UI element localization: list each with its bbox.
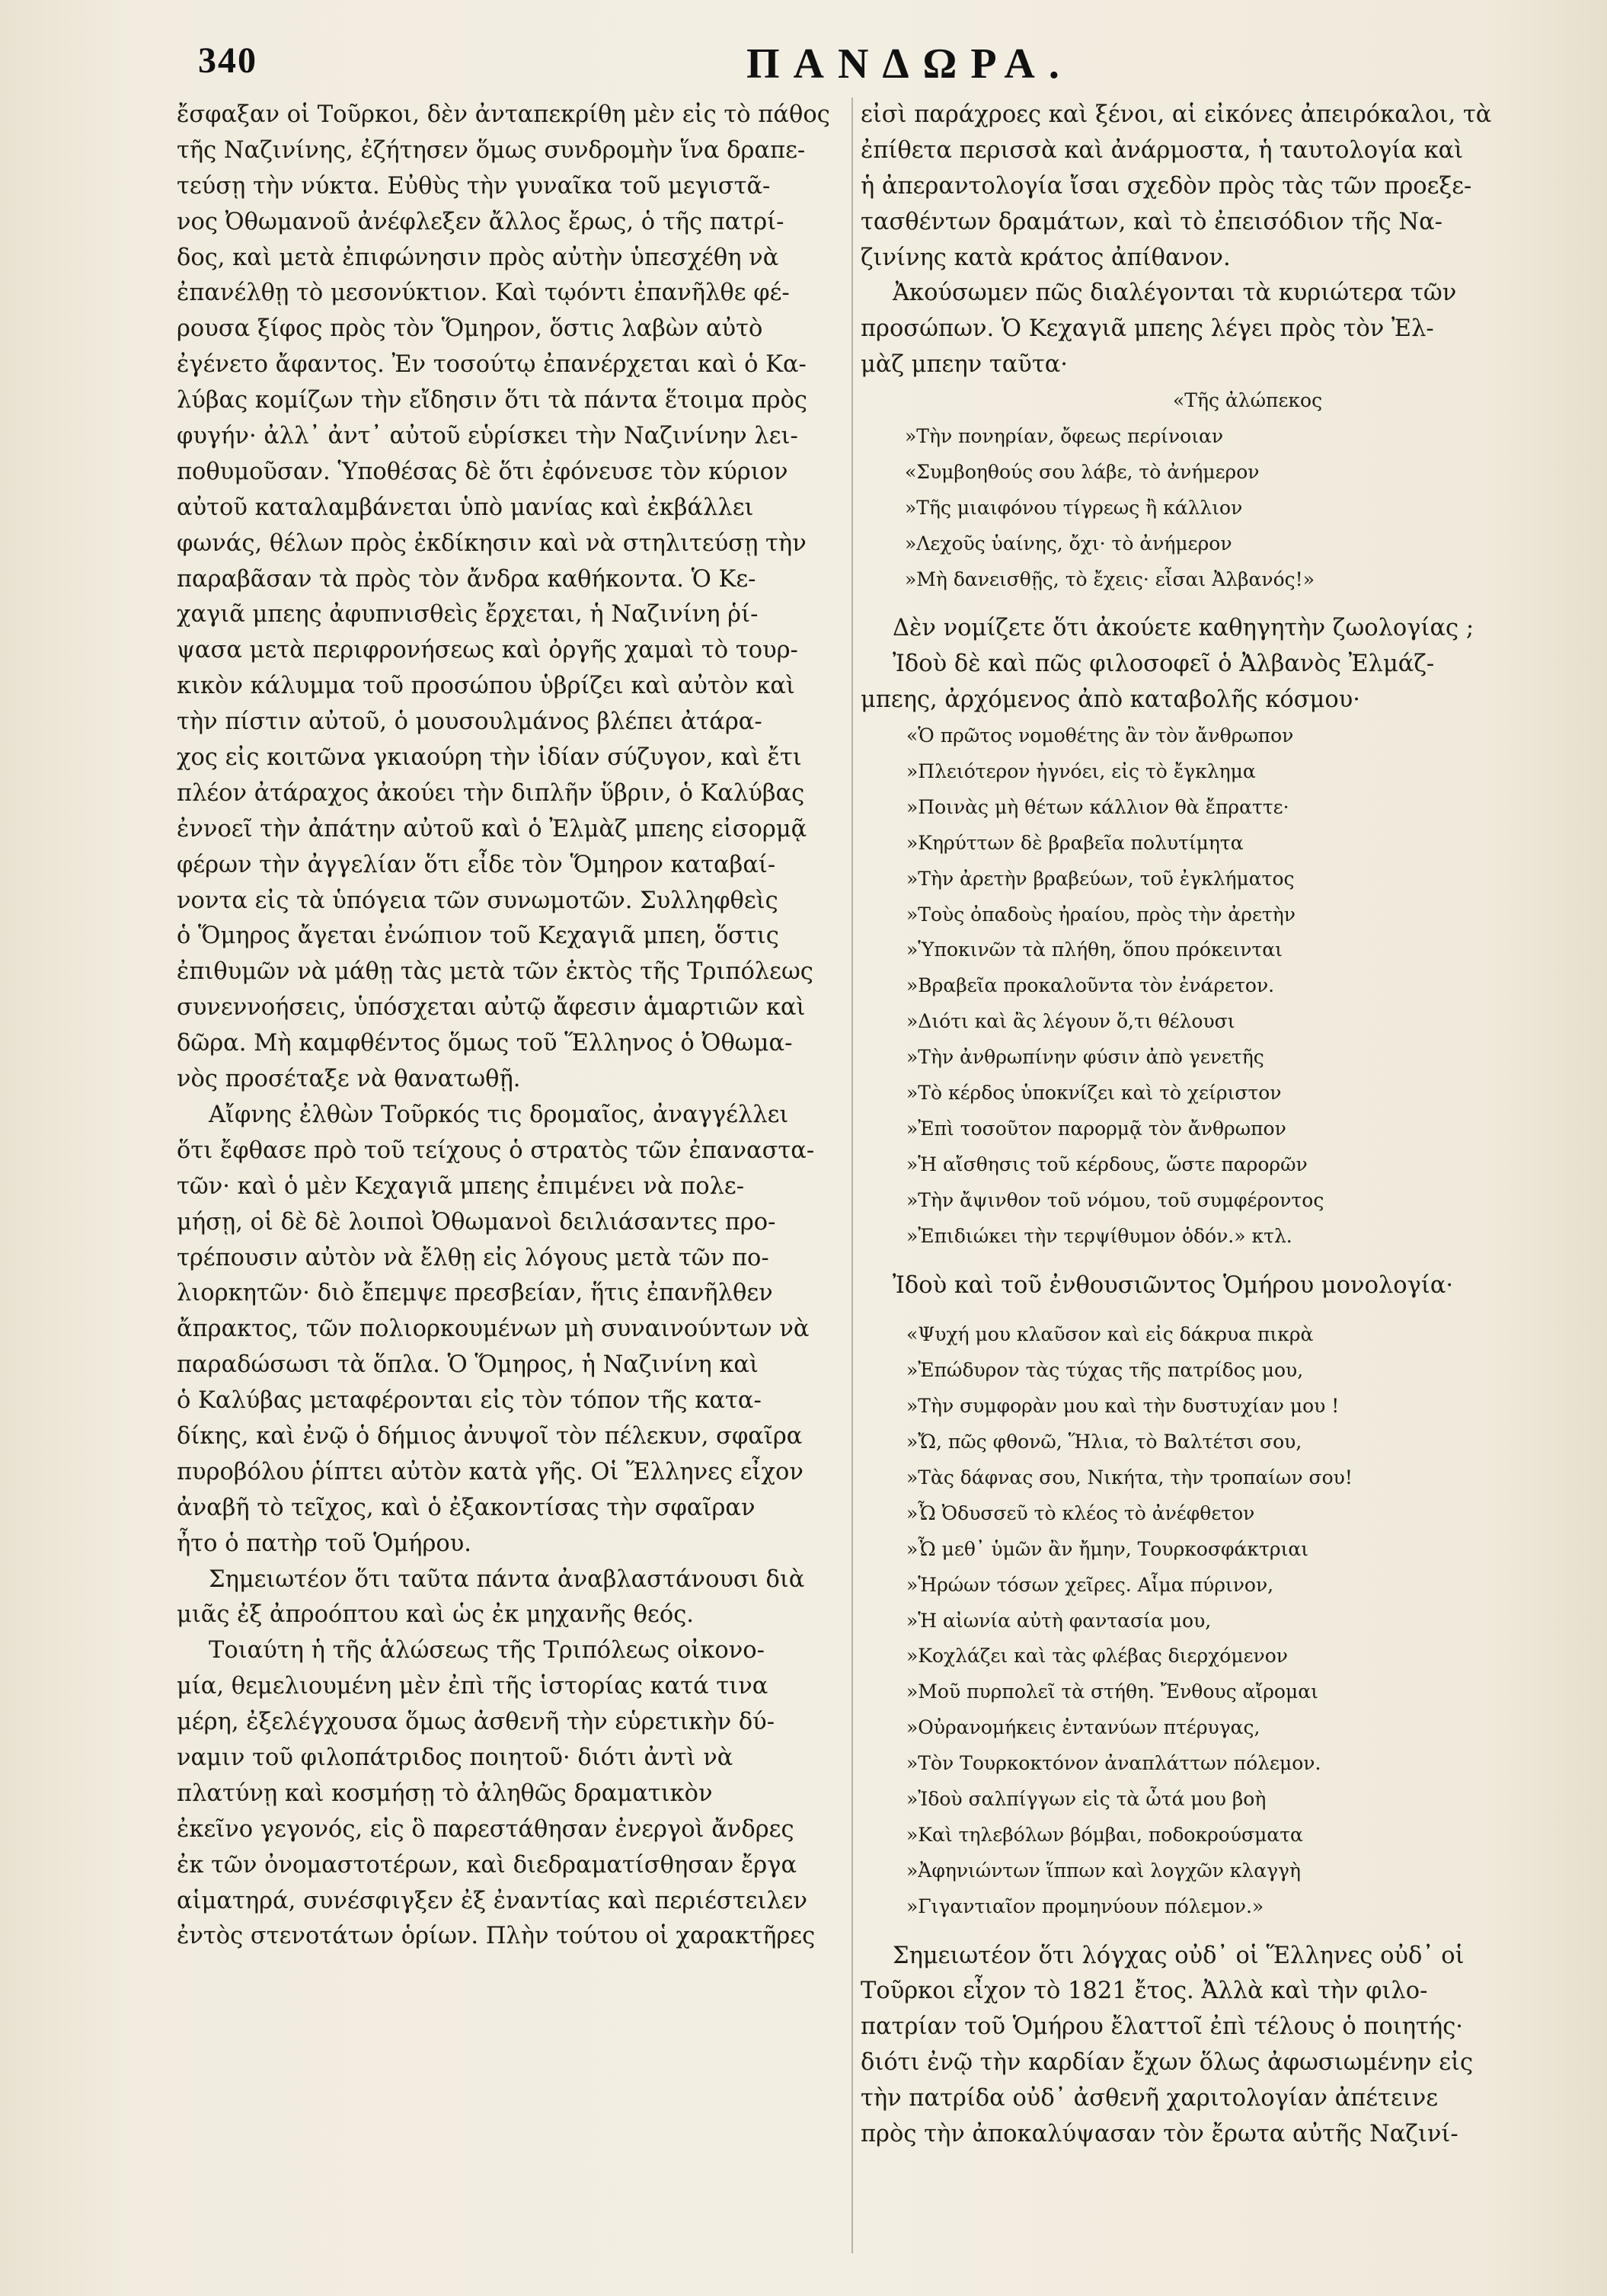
left-text-line: τὴν πίστιν αὐτοῦ, ὁ μουσουλμάνος βλέπει ἀτάρα- [177,708,762,736]
right-text-line: ἡ ἀπεραντολογία ἴσαι σχεδὸν πρὸς τὰς τῶν προεξε- [861,172,1472,200]
right-text-line: πρὸς τὴν ἀποκαλύψασαν τὸν ἔρωτα αὐτῆς Ναζινί- [861,2120,1458,2147]
right-text-line: προσώπων. Ὁ Κεχαγιᾶ μπεης λέγει πρὸς τὸν Ἐλ- [861,315,1434,343]
left-text-line: ὁ Καλύβας μεταφέρονται εἰς τὸν τόπον τῆς κατα- [177,1387,762,1415]
verse-line: »Ἀφηνιώντων ἵππων καὶ λογχῶν κλαγγὴ [906,1859,1301,1882]
right-text-line: Ἀκούσωμεν πῶς διαλέγονται τὰ κυριώτερα τῶν [893,280,1457,307]
right-column [861,98,1508,2153]
left-column [177,98,847,1955]
left-text-line: ναμιν τοῦ φιλοπάτριδος ποιητοῦ· διότι ἀντὶ νὰ [177,1744,733,1771]
right-text-line: πατρίαν τοῦ Ὁμήρου ἔλαττοῖ ἐπὶ τέλους ὁ ποιητής· [861,2013,1463,2041]
left-text-line: πλέον ἀτάραχος ἀκούει τὴν διπλῆν ὕβριν, ὁ Καλύβας [177,779,805,807]
right-text-line: Τοῦρκοι εἶχον τὸ 1821 ἔτος. Ἀλλὰ καὶ τὴν φιλο- [861,1978,1428,2005]
verse-line: »Τὸν Τουρκοκτόνον ἀναπλάττων πόλεμον. [906,1752,1321,1775]
verse-line: »Τὴν πονηρίαν, ὄφεως περίνοιαν [905,425,1224,448]
left-text-line: δίκης, καὶ ἐνῷ ὁ δήμιος ἀνυψοῖ τὸν πέλεκυν, σφαῖρα [177,1422,803,1450]
verse-line: »Ὤ, πῶς φθονῶ, Ἥλια, τὸ Βαλτέτσι σου, [906,1431,1302,1453]
verse-line: »Ἐπὶ τοσοῦτον παρορμᾷ τὸν ἄνθρωπον [906,1117,1286,1140]
left-text-line: νοντα εἰς τὰ ὑπόγεια τῶν συνωμοτῶν. Συλληφθεὶς [177,887,778,914]
verse-line: »Τὴν ἀρετὴν βραβεύων, τοῦ ἐγκλήματος [906,867,1295,890]
verse-line: »Μὴ δανεισθῇς, τὸ ἔχεις· εἶσαι Ἀλβανός!» [905,568,1315,590]
verse-line: »Τῆς μιαιφόνου τίγρεως ἢ κάλλιον [905,496,1243,519]
left-text-line: ἄπρακτος, τῶν πολιορκουμένων μὴ συναινούντων νὰ [177,1316,810,1343]
left-text-line: μία, θεμελιουμένη μὲν ἐπὶ τῆς ἱστορίας κατά τινα [177,1673,768,1700]
left-text-line: λύβας κομίζων τὴν εἴδησιν ὅτι τὰ πάντα ἕτοιμα πρὸς [177,387,808,414]
verse-line: »Τὴν συμφορὰν μου καὶ τὴν δυστυχίαν μου ! [906,1395,1340,1418]
left-text-line: ἐπιθυμῶν νὰ μάθῃ τὰς μετὰ τῶν ἐκτὸς τῆς Τριπόλεως [177,958,813,986]
left-text-line: συνεννοήσεις, ὑπόσχεται αὐτῷ ἄφεσιν ἁμαρτιῶν καὶ [177,994,806,1022]
running-title: ΠΑΝΔΩΡΑ. [746,40,1073,88]
right-text-line: Ἰδοὺ δὲ καὶ πῶς φιλοσοφεῖ ὁ Ἀλβανὸς Ἐλμάζ- [893,651,1435,678]
verse-line: »Καὶ τηλεβόλων βόμβαι, ποδοκρούσματα [906,1823,1303,1846]
verse-line: »Τὰς δάφνας σου, Νικήτα, τὴν τροπαίων σου! [906,1466,1353,1489]
verse-line: »Πλειότερον ἠγνόει, εἰς τὸ ἔγκλημα [906,760,1256,783]
right-text-line: τασθέντων δραμάτων, καὶ τὸ ἐπεισόδιον τῆς Να- [861,208,1442,235]
verse-line: »Ἡ αἴσθησις τοῦ κέρδους, ὥστε παρορῶν [906,1153,1308,1175]
page-number: 340 [198,40,257,81]
left-text-line: νος Ὀθωμανοῦ ἀνέφλεξεν ἄλλος ἔρως, ὁ τῆς πατρί- [177,208,784,235]
left-text-line: δος, καὶ μετὰ ἐπιφώνησιν πρὸς αὐτὴν ὑπεσχέθη νὰ [177,244,779,271]
left-text-line: ἐγένετο ἄφαντος. Ἐν τοσούτῳ ἐπανέρχεται καὶ ὁ Κα- [177,351,807,379]
left-text-line: χαγιᾶ μπεης ἀφυπνισθεὶς ἔρχεται, ἡ Ναζινίνη ῥί- [177,601,759,628]
left-text-line: φωνάς, θέλων πρὸς ἐκδίκησιν καὶ νὰ στηλιτεύσῃ τὴν [177,529,807,557]
spacer [861,1925,1508,1939]
verse-line: »Ἐπώδυρον τὰς τύχας τῆς πατρίδος μου, [906,1359,1304,1382]
left-text-line: ὅτι ἔφθασε πρὸ τοῦ τείχους ὁ στρατὸς τῶν ἐπαναστα- [177,1137,815,1164]
left-text-line: παραδώσωσι τὰ ὅπλα. Ὁ Ὅμηρος, ἡ Ναζινίνη καὶ [177,1351,759,1379]
left-text-line: τῆς Ναζινίνης, ἐζήτησεν ὅμως συνδρομὴν ἵνα δραπε- [177,136,806,164]
right-text-line: ζινίνης κατὰ κράτος ἀπίθανον. [861,244,1231,271]
right-text-line: διότι ἐνῷ τὴν καρδίαν ἔχων ὅλως ἀφωσιωμένην εἰς [861,2049,1474,2077]
column-divider [851,98,853,2253]
verse-line: »Ὦ Ὀδυσσεῦ τὸ κλέος τὸ ἀνέφθετον [906,1501,1255,1524]
left-text-line: τεύσῃ τὴν νύκτα. Εὐθὺς τὴν γυναῖκα τοῦ μεγιστᾶ- [177,172,771,200]
verse-line: «Ψυχή μου κλαῦσον καὶ εἰς δάκρυα πικρὰ [906,1323,1314,1346]
right-text-line: εἰσὶ παράχροες καὶ ξένοι, αἱ εἰκόνες ἀπειρόκαλοι, τὰ [861,101,1492,128]
left-text-line: αἱματηρά, συνέσφιγξεν ἐξ ἐναντίας καὶ περιέστειλεν [177,1887,808,1914]
left-text-line: παραβᾶσαν τὰ πρὸς τὸν ἄνδρα καθήκοντα. Ὁ Κε- [177,565,756,593]
left-text-line: νὸς προσέταξε νὰ θανατωθῇ. [177,1066,521,1093]
verse-line: »Μοῦ πυρπολεῖ τὰ στήθη. Ἔνθους αἴρομαι [906,1680,1318,1703]
left-text-line: ψασα μετὰ περιφρονήσεως καὶ ὀργῆς χαμαὶ τὸ τουρ- [177,637,798,664]
verse-line: »Γιγαντιαῖον προμηνύουν πόλεμον.» [906,1895,1264,1917]
left-text-line: μήσῃ, οἱ δὲ δὲ λοιποὶ Ὀθωμανοὶ δειλιάσαντες προ- [177,1208,776,1236]
left-text-line: χος εἰς κοιτῶνα γκιαούρη τὴν ἰδίαν σύζυγον, καὶ ἔτι [177,744,802,772]
verse-line: »Λεχοῦς ὑαίνης, ὄχι· τὸ ἀνήμερον [905,532,1232,555]
left-text-line: ἐννοεῖ τὴν ἀπάτην αὐτοῦ καὶ ὁ Ἐλμὰζ μπεης εἰσορμᾷ [177,815,807,843]
right-text-line: Σημειωτέον ὅτι λόγχας οὐδ᾽ οἱ Ἕλληνες οὐδ᾽ οἱ [893,1942,1465,1969]
right-text-line: ἐπίθετα περισσὰ καὶ ἀνάρμοστα, ἡ ταυτολογία καὶ [861,136,1464,164]
verse-line: «Ὁ πρῶτος νομοθέτης ἂν τὸν ἄνθρωπον [906,724,1294,747]
left-text-line: λιορκητῶν· διὸ ἔπεμψε πρεσβείαν, ἥτις ἐπανῆλθεν [177,1280,773,1307]
verse-line: »Τὴν ἀνθρωπίνην φύσιν ἀπὸ γενετῆς [906,1046,1264,1069]
left-text-line: ἔσφαξαν οἱ Τοῦρκοι, δὲν ἀνταπεκρίθη μὲν εἰς τὸ πάθος [177,101,830,128]
verse-line: »Τὴν ἄψινθον τοῦ νόμου, τοῦ συμφέροντος [906,1188,1324,1211]
verse-line: «Συμβοηθούς σου λάβε, τὸ ἀνήμερον [905,460,1260,483]
verse-line: »Τὸ κέρδος ὑποκνίζει καὶ τὸ χείριστον [906,1082,1282,1105]
verse-line: »Διότι καὶ ἂς λέγουν ὅ,τι θέλουσι [906,1010,1235,1033]
left-text-line: ἐκεῖνο γεγονός, εἰς ὃ παρεστάθησαν ἐνεργοὶ ἄνδρες [177,1815,794,1843]
left-text-line: ὁ Ὅμηρος ἄγεται ἐνώπιον τοῦ Κεχαγιᾶ μπεη, ὅστις [177,923,779,950]
left-text-line: δῶρα. Μὴ καμφθέντος ὅμως τοῦ Ἕλληνος ὁ Ὀθωμα- [177,1030,793,1057]
verse-line: »Ἡ αἰωνία αὐτὴ φαντασία μου, [906,1609,1212,1632]
left-text-line: ἐκ τῶν ὀνομαστοτέρων, καὶ διεδραματίσθησαν ἔργα [177,1851,797,1879]
left-text-line: ἐπανέλθῃ τὸ μεσονύκτιον. Καὶ τῳόντι ἐπανῆλθε φέ- [177,280,790,307]
verse-speaker-line: «Τῆς ἀλώπεκος [1173,389,1323,412]
verse-line: »Ποινὰς μὴ θέτων κάλλιον θὰ ἔπραττε· [906,795,1289,818]
left-text-line: ἦτο ὁ πατὴρ τοῦ Ὁμήρου. [177,1530,471,1557]
verse-line: »Βραβεῖα προκαλοῦντα τὸν ἐνάρετον. [906,974,1275,997]
verse-line: »Οὐρανομήκεις ἐντανύων πτέρυγας, [906,1716,1260,1739]
left-text-line: μιᾶς ἐξ ἀπροόπτου καὶ ὡς ἐκ μηχανῆς θεός. [177,1601,694,1629]
spacer [861,1255,1508,1268]
left-text-line: φέρων τὴν ἀγγελίαν ὅτι εἶδε τὸν Ὅμηρον καταβαί- [177,851,776,878]
left-text-line: πλατύνῃ καὶ κοσμήσῃ τὸ ἀληθῶς δραματικὸν [177,1780,713,1807]
page-header [0,30,1607,91]
verse-line: »Τοὺς ὀπαδοὺς ἠραίου, πρὸς τὴν ἀρετὴν [906,903,1296,926]
left-text-line: κικὸν κάλυμμα τοῦ προσώπου ὑβρίζει καὶ αὐτὸν καὶ [177,673,795,700]
verse-line: »Ὑποκινῶν τὰ πλήθη, ὅπου πρόκεινται [906,939,1283,961]
verse-line: »Ἰδοὺ σαλπίγγων εἰς τὰ ὦτά μου βοὴ [906,1787,1267,1810]
verse-line: »Ὦ μεθ᾽ ὑμῶν ἂν ἤμην, Τουρκοσφάκτριαι [906,1537,1309,1560]
left-text-line: τρέπουσιν αὐτὸν νὰ ἔλθῃ εἰς λόγους μετὰ τῶν πο- [177,1244,769,1271]
verse-line: »Ἡρώων τόσων χεῖρες. Αἷμα πύρινον, [906,1573,1274,1596]
right-text-line: Δὲν νομίζετε ὅτι ἀκούετε καθηγητὴν ζωολογίας ; [893,615,1474,642]
right-text-line: τὴν πατρίδα οὐδ᾽ ἀσθενῆ χαριτολογίαν ἀπέτεινε [861,2085,1439,2112]
left-text-line: τῶν· καὶ ὁ μὲν Κεχαγιᾶ μπεης ἐπιμένει νὰ πολε- [177,1172,745,1200]
right-text-line: μὰζ μπεην ταῦτα· [861,351,1068,379]
left-text-line: ἀναβῆ τὸ τεῖχος, καὶ ὁ ἐξακοντίσας τὴν σφαῖραν [177,1494,756,1521]
left-text-line: μέρη, ἐξελέγχουσα ὅμως ἀσθενῆ τὴν εὑρετικὴν δύ- [177,1709,775,1736]
left-text-line: Αἴφνης ἐλθὼν Τοῦρκός τις δρομαῖος, ἀναγγέλλει [209,1101,789,1128]
spacer [861,597,1508,611]
left-text-line: ποθυμοῦσαν. Ὑποθέσας δὲ ὅτι ἐφόνευσε τὸν κύριον [177,458,788,485]
verse-line: »Κοχλάζει καὶ τὰς φλέβας διερχόμενον [906,1645,1289,1668]
left-text-line: φυγήν· ἀλλ᾽ ἀντ᾽ αὐτοῦ εὑρίσκει τὴν Ναζινίνην λει- [177,423,798,450]
left-text-line: Σημειωτέον ὅτι ταῦτα πάντα ἀναβλαστάνουσι διὰ [209,1565,805,1593]
verse-line: »Ἐπιδιώκει τὴν τερψίθυμον ὁδόν.» κτλ. [906,1224,1292,1247]
left-text-line: αὐτοῦ καταλαμβάνεται ὑπὸ μανίας καὶ ἐκβάλλει [177,494,754,521]
spacer [861,1303,1508,1317]
verse-line: »Κηρύττων δὲ βραβεῖα πολυτίμητα [906,831,1244,854]
left-text-line: Τοιαύτη ἡ τῆς ἁλώσεως τῆς Τριπόλεως οἰκονο- [209,1637,765,1664]
right-text-line: μπεης, ἀρχόμενος ἀπὸ καταβολῆς κόσμου· [861,686,1360,714]
left-text-line: πυροβόλου ῥίπτει αὐτὸν κατὰ γῆς. Οἱ Ἕλληνες εἶχον [177,1458,804,1485]
left-text-line: ἐντὸς στενοτάτων ὁρίων. Πλὴν τούτου οἱ χαρακτῆρες [177,1923,816,1950]
right-text-line: Ἰδοὺ καὶ τοῦ ἐνθουσιῶντος Ὁμήρου μονολογία· [893,1271,1454,1299]
left-text-line: ρουσα ξίφος πρὸς τὸν Ὅμηρον, ὅστις λαβὼν αὐτὸ [177,315,763,343]
